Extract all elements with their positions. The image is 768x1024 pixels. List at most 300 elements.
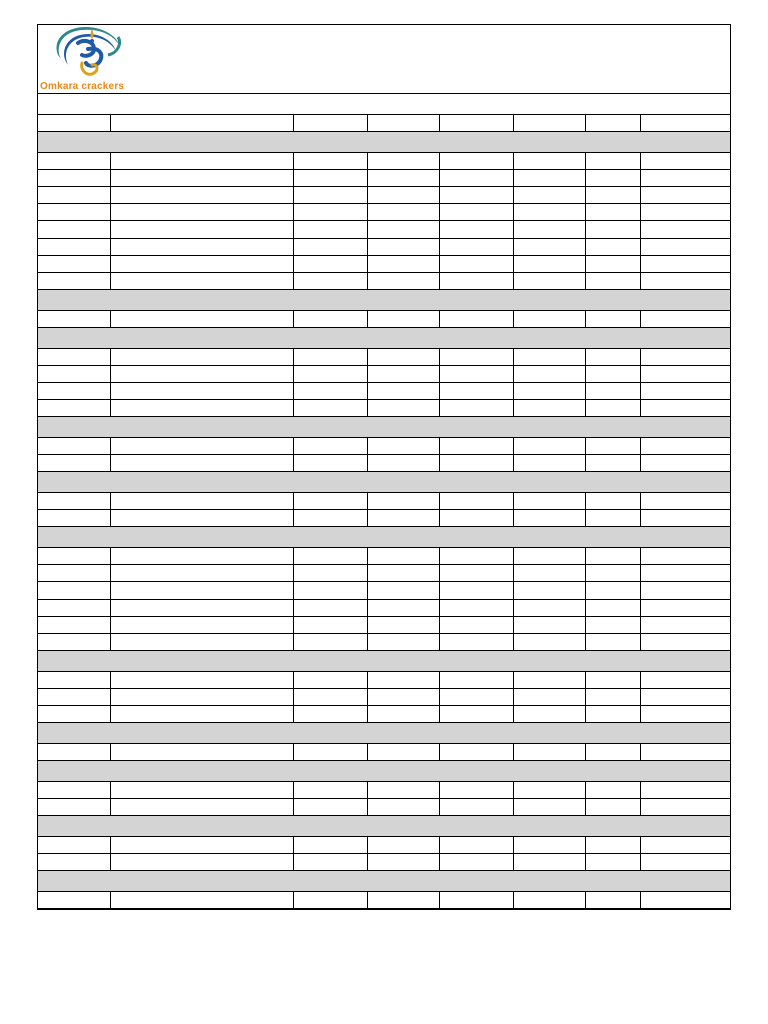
table-cell <box>367 582 439 598</box>
table-cell <box>367 400 439 416</box>
table-cell <box>439 854 513 870</box>
table-cell <box>585 366 640 382</box>
table-cell <box>367 204 439 220</box>
price-list-sheet <box>37 24 731 910</box>
table-cell <box>640 493 730 509</box>
column-header <box>367 115 439 131</box>
table-cell <box>293 548 367 564</box>
table-cell <box>640 273 730 289</box>
table-cell <box>513 837 585 853</box>
table-row <box>38 548 730 565</box>
table-cell <box>585 837 640 853</box>
table-cell <box>585 854 640 870</box>
table-cell <box>110 455 293 471</box>
table-cell <box>367 510 439 526</box>
table-cell <box>640 782 730 798</box>
table-cell <box>439 744 513 760</box>
table-cell <box>640 153 730 169</box>
table-cell <box>439 634 513 650</box>
table-cell <box>38 548 110 564</box>
table-cell <box>293 837 367 853</box>
table-cell <box>38 153 110 169</box>
table-cell <box>38 273 110 289</box>
table-cell <box>367 600 439 616</box>
table-cell <box>367 273 439 289</box>
section-row <box>38 328 730 349</box>
table-cell <box>640 837 730 853</box>
table-cell <box>513 782 585 798</box>
table-cell <box>38 689 110 705</box>
table-row <box>38 273 730 290</box>
table-cell <box>513 400 585 416</box>
table-cell <box>293 256 367 272</box>
table-cell <box>513 256 585 272</box>
table-cell <box>38 311 110 327</box>
table-cell <box>513 706 585 722</box>
table-row <box>38 239 730 256</box>
table-cell <box>110 239 293 255</box>
table-cell <box>513 582 585 598</box>
section-row <box>38 816 730 837</box>
table-cell <box>38 854 110 870</box>
section-row <box>38 472 730 493</box>
table-cell <box>585 438 640 454</box>
table-cell <box>439 799 513 815</box>
table-cell <box>293 187 367 203</box>
table-cell <box>585 565 640 581</box>
table-row <box>38 311 730 328</box>
table-cell <box>110 837 293 853</box>
table-cell <box>513 854 585 870</box>
table-cell <box>585 187 640 203</box>
column-header-row <box>38 115 730 132</box>
table-row <box>38 634 730 651</box>
table-cell <box>439 273 513 289</box>
table-cell <box>38 837 110 853</box>
table-cell <box>110 187 293 203</box>
table-cell <box>513 170 585 186</box>
table-row <box>38 455 730 472</box>
table-cell <box>293 565 367 581</box>
table-cell <box>293 799 367 815</box>
table-cell <box>513 510 585 526</box>
table-cell <box>439 187 513 203</box>
table-cell <box>367 782 439 798</box>
table-cell <box>110 349 293 365</box>
table-cell <box>513 383 585 399</box>
table-cell <box>640 170 730 186</box>
section-row <box>38 527 730 548</box>
table-cell <box>110 221 293 237</box>
table-cell <box>38 256 110 272</box>
table-cell <box>439 256 513 272</box>
table-cell <box>640 187 730 203</box>
table-cell <box>293 455 367 471</box>
table-cell <box>110 565 293 581</box>
table-cell <box>110 493 293 509</box>
section-row <box>38 417 730 438</box>
table-cell <box>38 239 110 255</box>
table-cell <box>513 689 585 705</box>
table-cell <box>513 672 585 688</box>
table-cell <box>640 617 730 633</box>
table-cell <box>585 349 640 365</box>
table-cell <box>38 438 110 454</box>
table-cell <box>439 221 513 237</box>
table-cell <box>640 744 730 760</box>
table-cell <box>293 383 367 399</box>
table-cell <box>585 455 640 471</box>
table-cell <box>513 493 585 509</box>
table-cell <box>513 617 585 633</box>
table-cell <box>38 582 110 598</box>
table-row <box>38 617 730 634</box>
table-cell <box>293 366 367 382</box>
table-cell <box>513 273 585 289</box>
table-cell <box>293 782 367 798</box>
table-cell <box>585 892 640 908</box>
table-row <box>38 170 730 187</box>
table-cell <box>513 744 585 760</box>
table-cell <box>367 617 439 633</box>
table-cell <box>293 273 367 289</box>
table-row <box>38 672 730 689</box>
table-cell <box>367 565 439 581</box>
table-cell <box>513 187 585 203</box>
table-cell <box>38 600 110 616</box>
table-cell <box>293 349 367 365</box>
table-row <box>38 582 730 599</box>
table-cell <box>513 153 585 169</box>
table-cell <box>367 239 439 255</box>
table-row <box>38 383 730 400</box>
table-cell <box>513 455 585 471</box>
table-cell <box>367 383 439 399</box>
table-row <box>38 187 730 204</box>
table-cell <box>38 892 110 908</box>
table-cell <box>367 689 439 705</box>
table-cell <box>38 634 110 650</box>
table-cell <box>367 256 439 272</box>
table-cell <box>585 204 640 220</box>
table-cell <box>367 311 439 327</box>
table-cell <box>439 672 513 688</box>
table-cell <box>585 311 640 327</box>
column-header <box>513 115 585 131</box>
table-cell <box>439 510 513 526</box>
table-cell <box>439 400 513 416</box>
table-cell <box>293 493 367 509</box>
table-cell <box>585 256 640 272</box>
table-cell <box>110 256 293 272</box>
table-cell <box>585 400 640 416</box>
table-cell <box>640 510 730 526</box>
table-cell <box>640 689 730 705</box>
section-row <box>38 761 730 782</box>
table-cell <box>585 273 640 289</box>
table-cell <box>110 510 293 526</box>
table-cell <box>367 706 439 722</box>
table-cell <box>367 493 439 509</box>
table-cell <box>640 672 730 688</box>
table-cell <box>513 600 585 616</box>
table-cell <box>640 221 730 237</box>
table-cell <box>585 799 640 815</box>
table-cell <box>367 548 439 564</box>
table-cell <box>439 438 513 454</box>
brand-name: Omkara crackers <box>40 81 125 92</box>
table-cell <box>585 782 640 798</box>
section-row <box>38 651 730 672</box>
table-cell <box>293 400 367 416</box>
table-cell <box>293 239 367 255</box>
table-cell <box>585 221 640 237</box>
table-cell <box>38 744 110 760</box>
table-cell <box>640 892 730 908</box>
table-cell <box>293 706 367 722</box>
table-cell <box>38 493 110 509</box>
table-cell <box>513 366 585 382</box>
table-cell <box>367 221 439 237</box>
table-cell <box>585 548 640 564</box>
table-cell <box>38 400 110 416</box>
table-row <box>38 799 730 816</box>
table-cell <box>513 438 585 454</box>
table-cell <box>640 565 730 581</box>
table-cell <box>38 565 110 581</box>
table-cell <box>439 582 513 598</box>
table-cell <box>439 600 513 616</box>
table-cell <box>640 400 730 416</box>
table-cell <box>38 782 110 798</box>
table-cell <box>110 273 293 289</box>
table-cell <box>293 204 367 220</box>
table-cell <box>513 311 585 327</box>
table-cell <box>293 617 367 633</box>
table-row <box>38 510 730 527</box>
table-cell <box>640 256 730 272</box>
table-cell <box>293 153 367 169</box>
table-cell <box>585 634 640 650</box>
table-cell <box>367 634 439 650</box>
table-row <box>38 366 730 383</box>
table-cell <box>367 672 439 688</box>
table-row <box>38 256 730 273</box>
table-cell <box>640 383 730 399</box>
table-cell <box>585 383 640 399</box>
table-row <box>38 153 730 170</box>
table-cell <box>585 239 640 255</box>
table-cell <box>640 600 730 616</box>
table-cell <box>367 744 439 760</box>
table-cell <box>110 170 293 186</box>
table-cell <box>439 892 513 908</box>
table-cell <box>38 349 110 365</box>
column-header <box>640 115 730 131</box>
table-cell <box>293 311 367 327</box>
table-cell <box>585 706 640 722</box>
column-header <box>439 115 513 131</box>
table-cell <box>110 582 293 598</box>
table-cell <box>513 548 585 564</box>
table-row <box>38 689 730 706</box>
table-row <box>38 438 730 455</box>
table-cell <box>640 438 730 454</box>
table-row <box>38 349 730 366</box>
table-cell <box>367 854 439 870</box>
table-cell <box>513 221 585 237</box>
table-cell <box>293 744 367 760</box>
table-cell <box>585 744 640 760</box>
table-cell <box>38 366 110 382</box>
table-cell <box>38 221 110 237</box>
table-cell <box>110 892 293 908</box>
table-cell <box>640 706 730 722</box>
omkara-logo <box>48 25 128 81</box>
table-cell <box>38 799 110 815</box>
table-cell <box>110 854 293 870</box>
table-cell <box>513 349 585 365</box>
table-row <box>38 837 730 854</box>
table-cell <box>439 311 513 327</box>
table-cell <box>439 239 513 255</box>
table-cell <box>439 565 513 581</box>
column-header <box>110 115 293 131</box>
table-cell <box>513 239 585 255</box>
column-header <box>293 115 367 131</box>
table-cell <box>439 383 513 399</box>
table-cell <box>640 204 730 220</box>
sheet-title-row <box>38 94 730 115</box>
table-cell <box>439 204 513 220</box>
table-cell <box>439 548 513 564</box>
table-cell <box>110 782 293 798</box>
om-swirl-logo-icon <box>48 25 128 81</box>
table-cell <box>585 170 640 186</box>
table-cell <box>38 706 110 722</box>
table-cell <box>367 455 439 471</box>
table-row <box>38 565 730 582</box>
table-cell <box>367 187 439 203</box>
table-cell <box>439 170 513 186</box>
table-cell <box>293 221 367 237</box>
table-row <box>38 204 730 221</box>
table-cell <box>293 672 367 688</box>
table-cell <box>439 153 513 169</box>
table-cell <box>640 548 730 564</box>
table-cell <box>38 187 110 203</box>
table-cell <box>367 349 439 365</box>
table-cell <box>110 153 293 169</box>
table-cell <box>110 204 293 220</box>
table-cell <box>439 455 513 471</box>
table-cell <box>293 510 367 526</box>
table-cell <box>640 311 730 327</box>
column-header <box>585 115 640 131</box>
table-cell <box>293 438 367 454</box>
table-cell <box>293 170 367 186</box>
table-cell <box>585 672 640 688</box>
table-cell <box>38 672 110 688</box>
table-cell <box>110 706 293 722</box>
table-cell <box>439 837 513 853</box>
table-cell <box>585 582 640 598</box>
table-cell <box>293 689 367 705</box>
table-cell <box>293 582 367 598</box>
table-cell <box>367 170 439 186</box>
table-cell <box>38 383 110 399</box>
sheet-header <box>38 25 730 94</box>
table-cell <box>367 153 439 169</box>
table-cell <box>513 799 585 815</box>
section-row <box>38 871 730 892</box>
table-row <box>38 221 730 238</box>
table-cell <box>110 400 293 416</box>
table-cell <box>640 634 730 650</box>
table-cell <box>513 892 585 908</box>
table-cell <box>293 634 367 650</box>
table-cell <box>110 617 293 633</box>
table-cell <box>110 438 293 454</box>
table-cell <box>38 170 110 186</box>
table-row <box>38 892 730 909</box>
table-cell <box>585 689 640 705</box>
table-cell <box>110 672 293 688</box>
table-cell <box>367 892 439 908</box>
table-cell <box>439 689 513 705</box>
table-row <box>38 854 730 871</box>
table-cell <box>585 493 640 509</box>
table-cell <box>640 582 730 598</box>
table-cell <box>110 799 293 815</box>
table-cell <box>640 854 730 870</box>
table-cell <box>110 311 293 327</box>
table-cell <box>585 617 640 633</box>
table-cell <box>640 349 730 365</box>
table-cell <box>640 455 730 471</box>
table-cell <box>38 204 110 220</box>
table-cell <box>110 689 293 705</box>
table-cell <box>585 153 640 169</box>
table-cell <box>293 600 367 616</box>
table-cell <box>513 565 585 581</box>
table-cell <box>367 837 439 853</box>
section-row <box>38 290 730 311</box>
table-cell <box>293 854 367 870</box>
table-cell <box>513 204 585 220</box>
table-cell <box>585 510 640 526</box>
table-cell <box>439 782 513 798</box>
table-row <box>38 493 730 510</box>
table-cell <box>439 349 513 365</box>
table-cell <box>110 600 293 616</box>
section-row <box>38 723 730 744</box>
table-row <box>38 706 730 723</box>
section-row <box>38 132 730 153</box>
table-cell <box>110 744 293 760</box>
table-cell <box>640 239 730 255</box>
table-row <box>38 744 730 761</box>
table-cell <box>293 892 367 908</box>
table-cell <box>110 383 293 399</box>
table-cell <box>640 799 730 815</box>
table-cell <box>110 634 293 650</box>
table-cell <box>439 493 513 509</box>
table-cell <box>38 455 110 471</box>
table-cell <box>110 548 293 564</box>
table-cell <box>439 706 513 722</box>
table-cell <box>367 366 439 382</box>
